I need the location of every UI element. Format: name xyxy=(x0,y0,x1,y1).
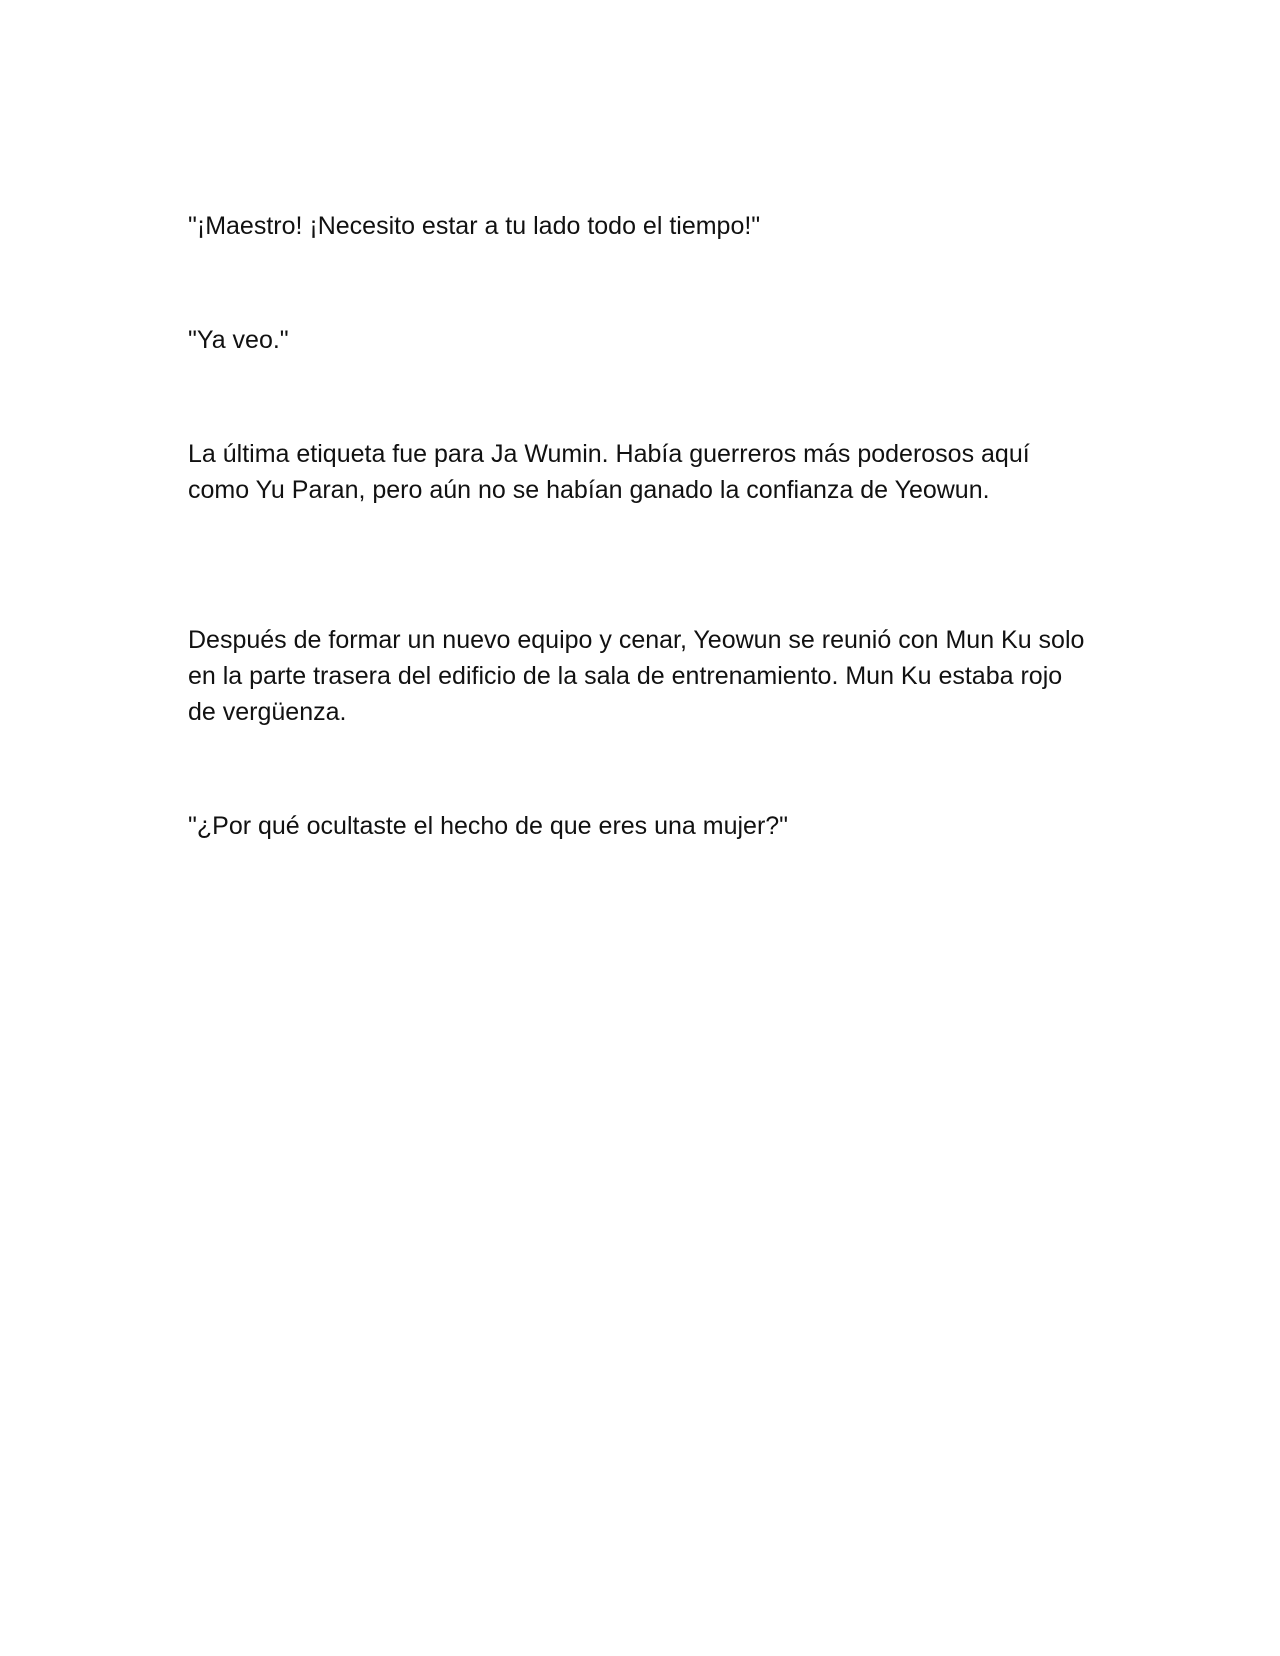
paragraph-3: La última etiqueta fue para Ja Wumin. Había guerreros más poderosos aquí como Yu Paran, pero aún no se habían ganado la confianza de Yeowun. xyxy=(188,440,1030,504)
paragraph-1: "¡Maestro! ¡Necesito estar a tu lado todo el tiempo!" xyxy=(188,212,761,240)
paragraph-2: "Ya veo." xyxy=(188,326,289,354)
paragraph-5: "¿Por qué ocultaste el hecho de que eres una mujer?" xyxy=(188,812,789,840)
paragraph-4: Después de formar un nuevo equipo y cenar, Yeowun se reunió con Mun Ku solo en la parte trasera del edificio de la sala de entrenamiento. Mun Ku estaba rojo de vergüenza. xyxy=(188,626,1085,726)
